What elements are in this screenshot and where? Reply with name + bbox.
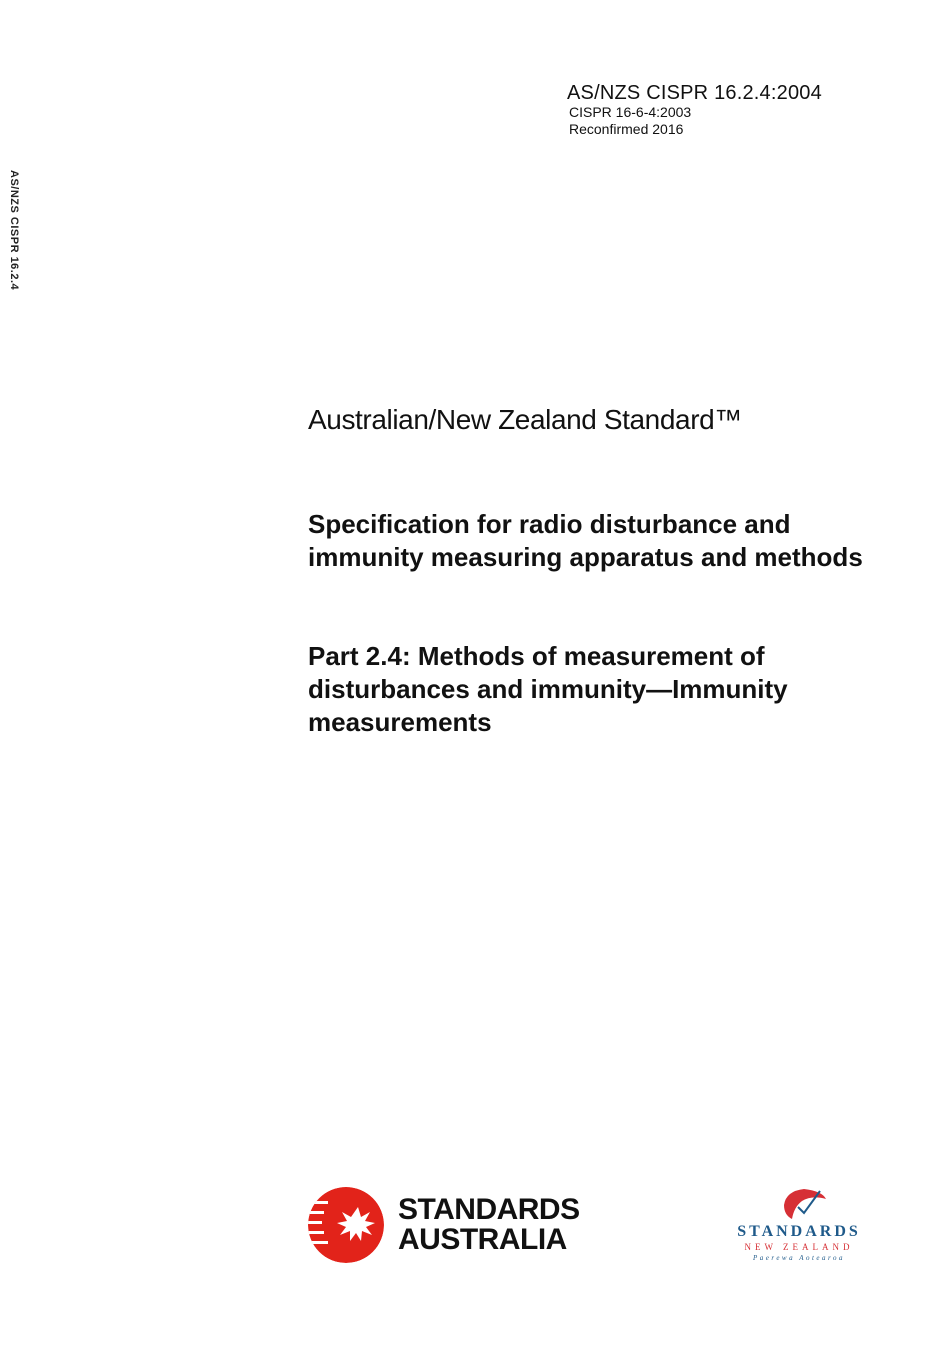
reconfirmation-status: Reconfirmed 2016 — [569, 121, 684, 137]
standard-type: Australian/New Zealand Standard™ — [308, 404, 742, 435]
standards-australia-logo — [306, 1185, 586, 1265]
standard-designation: AS/NZS CISPR 16.2.4:2004 — [567, 82, 822, 104]
standards-new-zealand-emblem-icon — [726, 1185, 872, 1223]
standards-new-zealand-logo — [726, 1185, 876, 1270]
part-title: Part 2.4: Methods of measurement of disturbances and immunity—Immunity measurements — [308, 641, 788, 737]
spine-label: AS/NZS CISPR 16.2.4 — [8, 170, 20, 291]
equivalent-standard: CISPR 16-6-4:2003 — [569, 104, 692, 120]
document-title: Specification for radio disturbance and immunity measuring apparatus and methods — [308, 509, 863, 572]
reference-block — [567, 82, 822, 138]
standards-nz-maori: Paerewa Aotearoa — [752, 1254, 846, 1262]
standards-australia-line1: STANDARDS — [398, 1193, 580, 1226]
standards-nz-country: NEW ZEALAND — [744, 1242, 854, 1252]
standards-australia-line2: AUSTRALIA — [398, 1223, 567, 1256]
standards-nz-word: STANDARDS — [737, 1223, 861, 1240]
standards-australia-emblem-icon — [306, 1185, 386, 1265]
